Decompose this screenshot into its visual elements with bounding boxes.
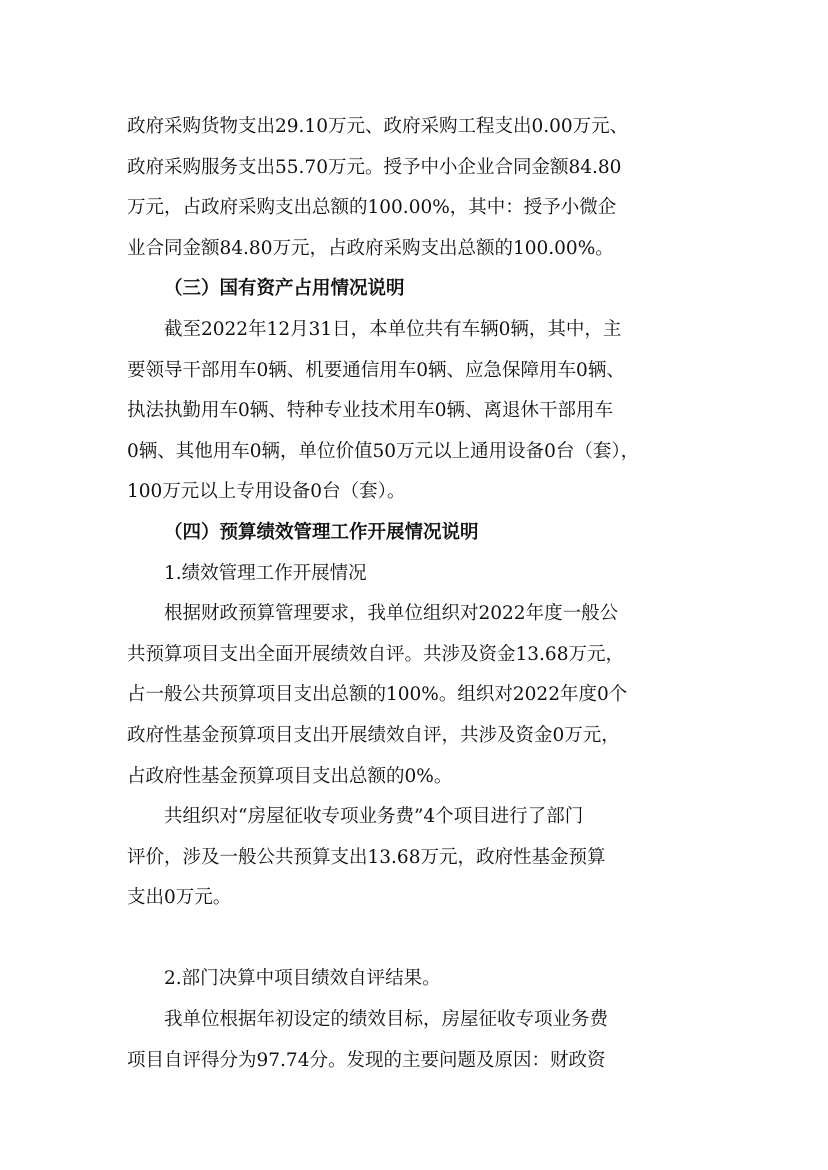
- body-paragraph: [127, 797, 710, 919]
- section-heading: （三）国有资产占用情况说明: [164, 278, 405, 300]
- section-heading: （四）预算绩效管理工作开展情况说明: [164, 521, 479, 543]
- text-line: 占一般公共预算项目支出总额的100%。组织对2022年度0个: [127, 684, 628, 706]
- body-paragraph: [127, 1000, 710, 1081]
- text-line: 要领导干部用车0辆、机要通信用车0辆、应急保障用车0辆、: [127, 359, 625, 381]
- text-line: 执法执勤用车0辆、特种专业技术用车0辆、离退休干部用车: [127, 400, 614, 422]
- text-line: 业合同金额84.80万元，占政府采购支出总额的100.00%。: [127, 237, 614, 259]
- text-line: 评价，涉及一般公共预算支出13.68万元，政府性基金预算: [127, 846, 606, 868]
- subsection-heading: 2.部门决算中项目绩效自评结果。: [164, 968, 441, 990]
- text-line: 政府采购货物支出29.10万元、政府采购工程支出0.00万元、: [127, 116, 629, 137]
- blank-line: [127, 919, 710, 960]
- text-line: 我单位根据年初设定的绩效目标，房屋征收专项业务费: [164, 1009, 609, 1031]
- text-line: 占政府性基金预算项目支出总额的0%。: [127, 765, 453, 787]
- text-line: 100万元以上专用设备0台（套）。: [127, 481, 406, 503]
- body-paragraph: [127, 107, 710, 269]
- text-line: 0辆、其他用车0辆，单位价值50万元以上通用设备0台（套），: [127, 440, 640, 462]
- text-line: 万元，占政府采购支出总额的100.00%，其中：授予小微企: [127, 197, 617, 219]
- text-line: 共组织对“房屋征收专项业务费”4个项目进行了部门: [164, 806, 584, 828]
- document-body: [127, 107, 710, 1081]
- text-line: 根据财政预算管理要求，我单位组织对2022年度一般公: [164, 603, 619, 625]
- text-line: 政府性基金预算项目支出开展绩效自评，共涉及资金0万元，: [127, 724, 620, 746]
- subsection-heading: 1.绩效管理工作开展情况: [164, 562, 367, 584]
- text-line: 政府采购服务支出55.70万元。授予中小企业合同金额84.80: [127, 156, 622, 178]
- text-line: 截至2022年12月31日，本单位共有车辆0辆，其中，主: [164, 318, 622, 340]
- body-paragraph: [127, 594, 710, 797]
- text-line: 项目自评得分为97.74分。发现的主要问题及原因：财政资: [127, 1049, 606, 1071]
- text-line: 支出0万元。: [127, 887, 232, 909]
- text-line: 共预算项目支出全面开展绩效自评。共涉及资金13.68万元，: [127, 643, 624, 665]
- body-paragraph: [127, 310, 710, 513]
